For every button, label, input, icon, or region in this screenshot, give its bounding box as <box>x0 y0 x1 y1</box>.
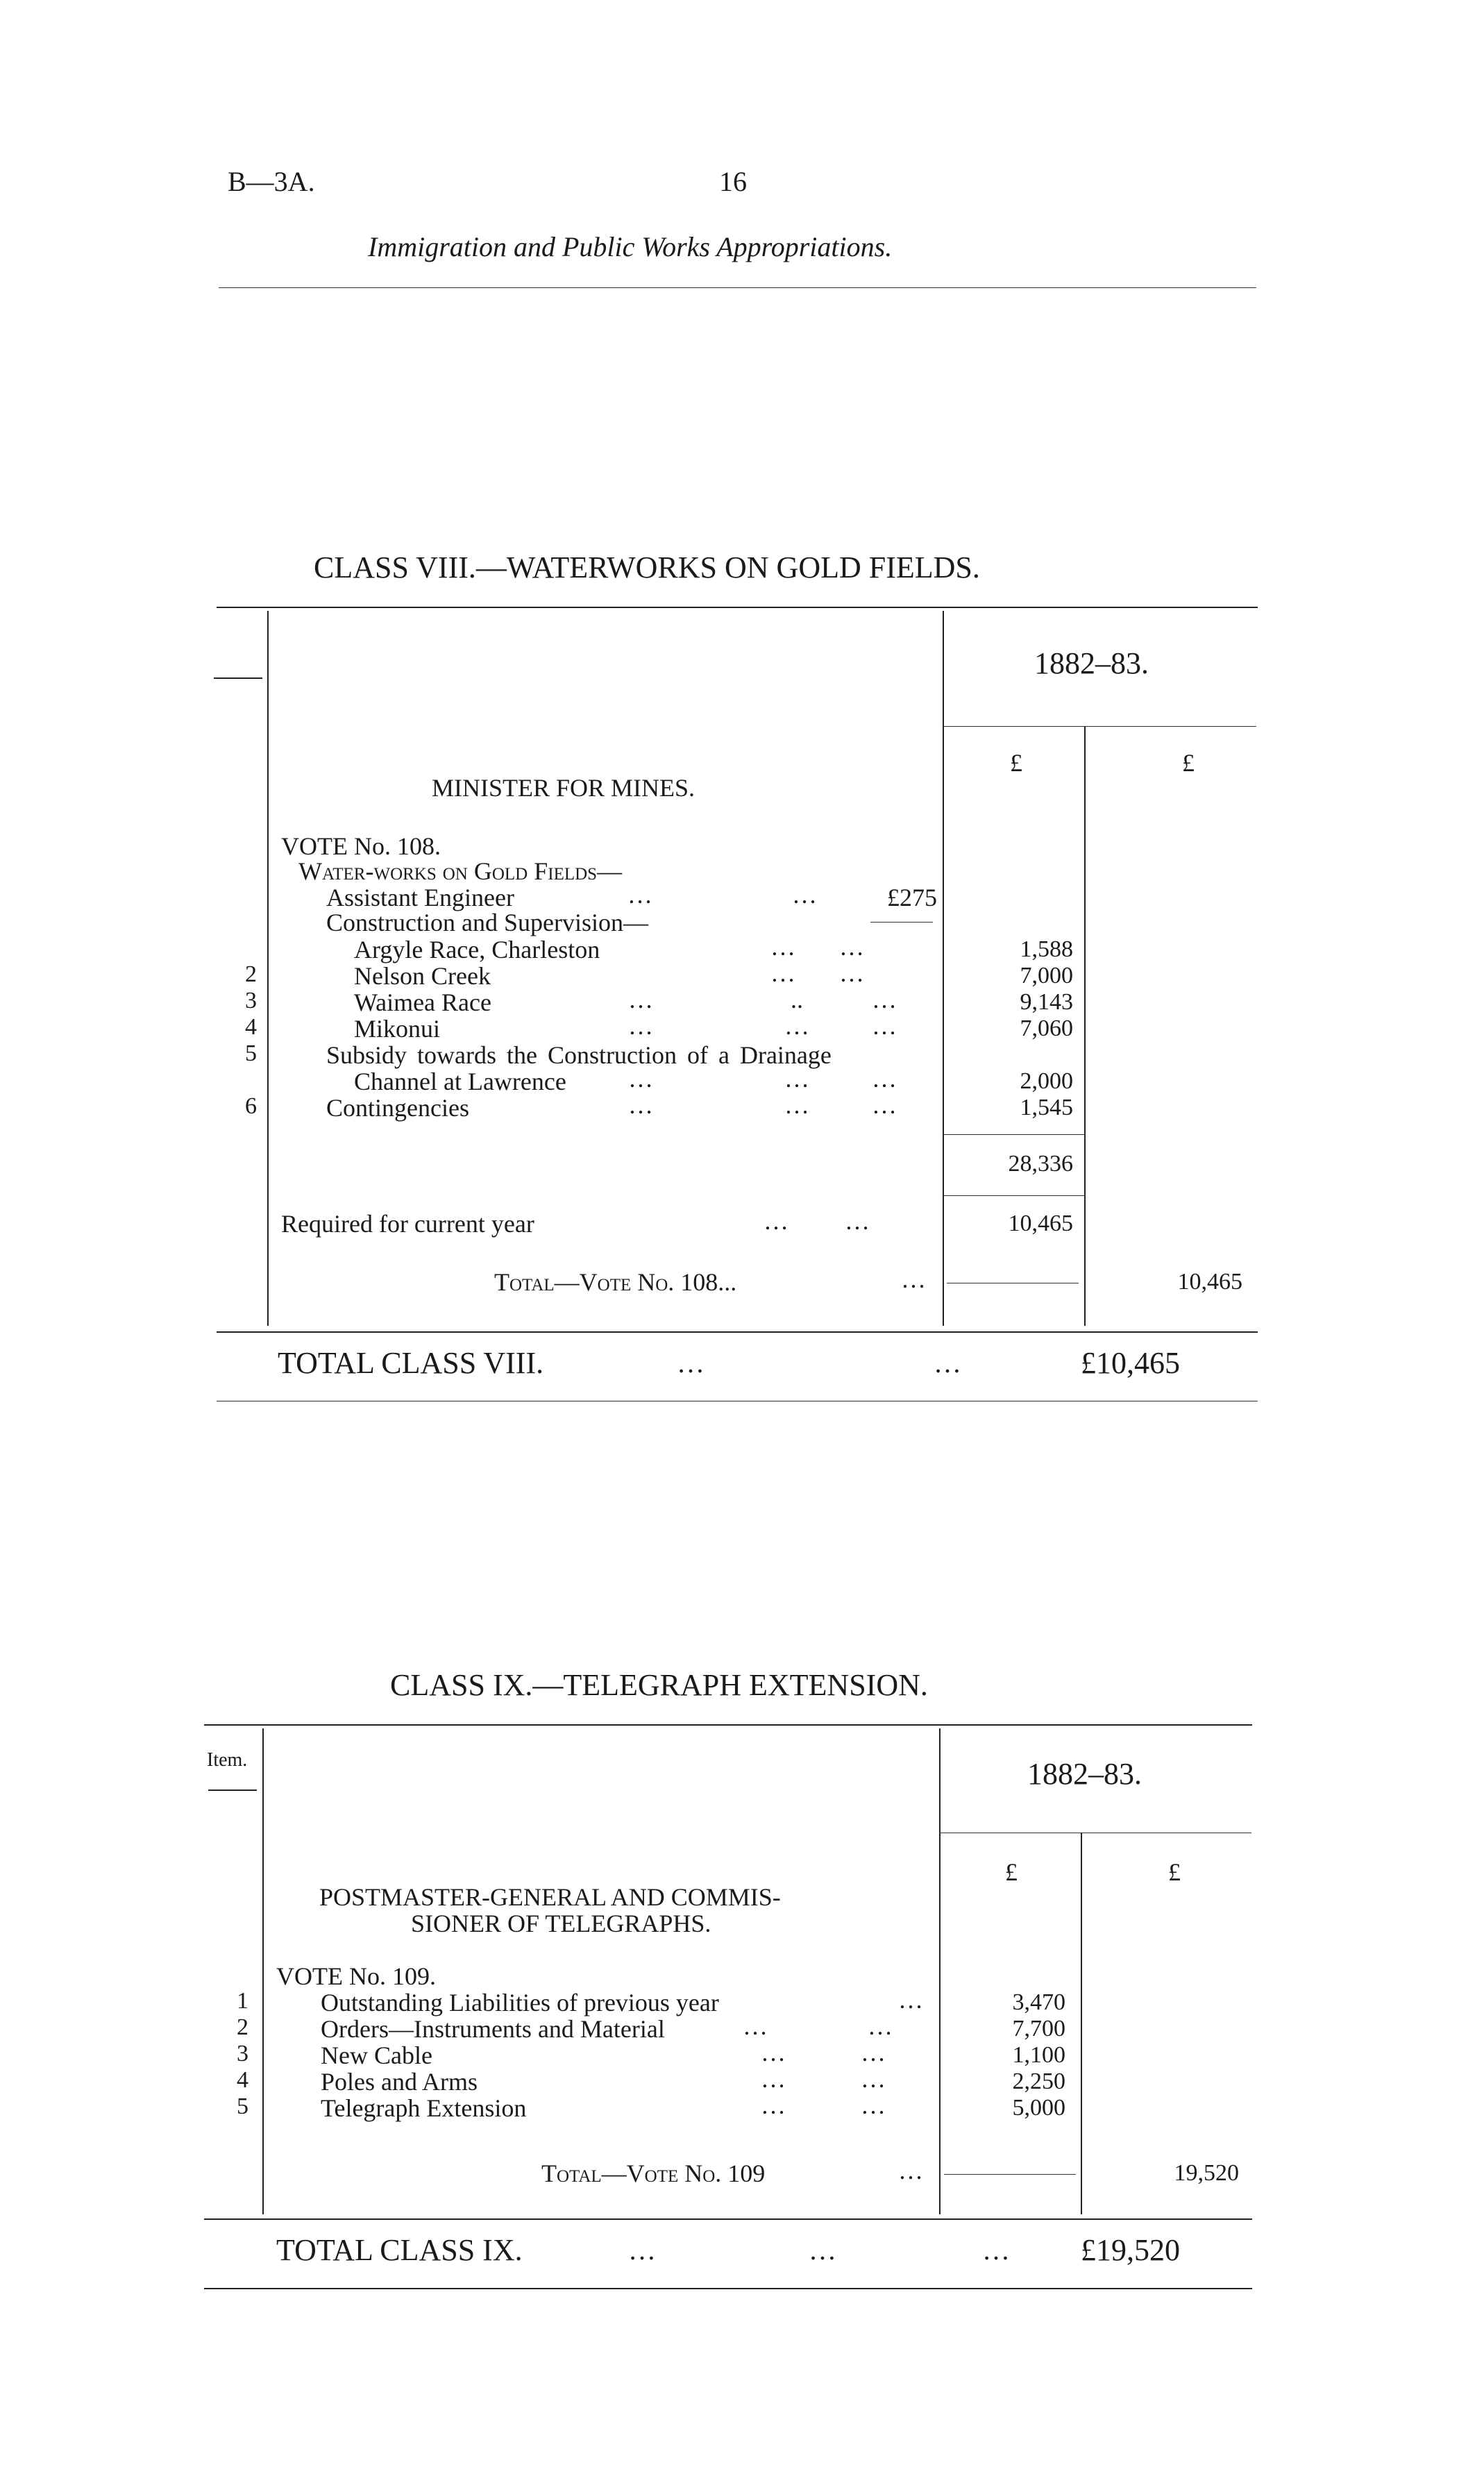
class8-class-total-amount: £10,465 <box>1081 1346 1180 1380</box>
class8-class-total-label: TOTAL CLASS VIII. <box>278 1346 544 1380</box>
class9-item-amount: 1,100 <box>1012 2042 1065 2068</box>
class9-vote-number: VOTE No. 109. <box>276 1962 436 1990</box>
page-number: 16 <box>719 166 747 197</box>
class9-item-leaders: … … <box>761 2065 886 2093</box>
class9-item-header: Item. <box>207 1749 248 1771</box>
class9-divider-item <box>262 1728 264 2214</box>
class8-subhead: Water-works on Gold Fields— <box>298 857 623 885</box>
class9-item-label: Outstanding Liabilities of previous year <box>321 1989 719 2016</box>
class8-required-amount: 10,465 <box>1008 1211 1073 1236</box>
class8-item-label: Waimea Race <box>354 988 491 1016</box>
class8-class-total-leaders: … … <box>677 1347 961 1379</box>
class8-construction-label: Construction and Supervision— <box>326 909 648 936</box>
class8-item-amount: 2,000 <box>1020 1068 1073 1094</box>
class8-item-label: Nelson Creek <box>354 962 491 990</box>
class8-item-amount: 1,588 <box>1020 936 1073 962</box>
class8-assistant-engineer-label: Assistant Engineer <box>326 884 514 911</box>
class9-class-total-label: TOTAL CLASS IX. <box>276 2233 523 2267</box>
class9-minister-heading-line2: SIONER OF TELEGRAPHS. <box>411 1910 711 1937</box>
class8-item-leaders: … … … <box>628 1065 897 1093</box>
class8-item-amount: 7,000 <box>1020 963 1073 988</box>
class9-total-vote-leaders: … <box>898 2157 923 2184</box>
class8-subtotal-amount: 28,336 <box>1008 1151 1073 1177</box>
class8-item-leaders: … … … <box>628 1012 897 1040</box>
class8-currency-col2: £ <box>1182 749 1195 777</box>
class8-asst-underline <box>870 922 933 923</box>
class9-class-total-amount: £19,520 <box>1081 2233 1180 2267</box>
class8-item-leaders: … … <box>770 933 864 961</box>
class8-leaders: … … <box>627 881 821 909</box>
class8-item-leaders: … … … <box>628 1091 897 1119</box>
class8-currency-col1: £ <box>1010 749 1022 777</box>
class9-item-label: Orders—Instruments and Material <box>321 2015 665 2043</box>
class9-item-number: 2 <box>237 2014 248 2040</box>
class9-minister-heading-line1: POSTMASTER-GENERAL AND COMMIS- <box>319 1883 781 1911</box>
class9-item-amount: 2,250 <box>1012 2069 1065 2094</box>
class9-total-vote-rule <box>944 2174 1076 2175</box>
class9-class-total-leaders: … … … <box>628 2234 1010 2266</box>
class9-total-vote-amount: 19,520 <box>1174 2160 1239 2186</box>
header-rule <box>219 287 1256 288</box>
class9-item-amount: 7,700 <box>1012 2016 1065 2041</box>
class8-subtotal-rule <box>943 1134 1084 1135</box>
class8-divider-col2 <box>1084 726 1086 1326</box>
class9-bottom-rule <box>204 2218 1252 2220</box>
class8-required-label: Required for current year <box>281 1210 534 1238</box>
class9-table-top-rule <box>204 1724 1252 1726</box>
class8-year-header: 1882–83. <box>1034 646 1149 680</box>
class8-item-label: Contingencies <box>326 1094 469 1122</box>
class8-item-amount: 1,545 <box>1020 1095 1073 1120</box>
class9-item-leaders: … … <box>761 2091 886 2119</box>
class8-assistant-engineer-amount: £275 <box>887 884 937 911</box>
class9-item-leaders: … … <box>761 2039 886 2066</box>
class9-item-number: 4 <box>237 2067 248 2093</box>
running-title: Immigration and Public Works Appropriations. <box>368 231 893 262</box>
class9-currency-col2: £ <box>1168 1858 1181 1886</box>
class9-divider-col2 <box>1081 1833 1082 2214</box>
class9-item-leaders: … <box>898 1986 923 2014</box>
class8-minister-heading: MINISTER FOR MINES. <box>432 774 695 802</box>
class9-item-label: Telegraph Extension <box>321 2094 527 2122</box>
class8-total-vote-leaders: … <box>901 1265 926 1293</box>
class9-item-label: Poles and Arms <box>321 2068 478 2096</box>
class9-item-number: 1 <box>237 1988 248 2014</box>
class8-item-label: Subsidy towards the Construction of a Drainage <box>326 1041 832 1069</box>
class8-total-vote-label: Total—Vote No. 108... <box>494 1268 737 1296</box>
class8-vote-number: VOTE No. 108. <box>281 832 441 860</box>
class8-item-leaders: … … <box>770 959 864 987</box>
class9-item-leaders: … … <box>743 2012 893 2040</box>
class9-item-amount: 3,470 <box>1012 1989 1065 2015</box>
class8-table-top-rule <box>217 607 1258 608</box>
class8-title: CLASS VIII.—WATERWORKS ON GOLD FIELDS. <box>314 550 980 584</box>
class8-item-number: 6 <box>245 1093 257 1119</box>
class8-item-amount: 7,060 <box>1020 1016 1073 1041</box>
class8-item-label: Channel at Lawrence <box>354 1068 566 1095</box>
class8-item-number: 3 <box>245 988 257 1013</box>
class8-divider-item <box>267 611 269 1326</box>
class8-item-number: 4 <box>245 1014 257 1040</box>
class9-year-header: 1882–83. <box>1027 1757 1142 1791</box>
class8-item-label: Argyle Race, Charleston <box>354 936 600 963</box>
class8-bottom-rule <box>217 1331 1258 1333</box>
class9-class-total-rule <box>204 2288 1252 2289</box>
class8-item-dash <box>214 677 262 679</box>
class8-item-label: Mikonui <box>354 1015 441 1043</box>
class8-required-rule <box>943 1195 1084 1196</box>
class9-item-number: 3 <box>237 2041 248 2066</box>
class8-item-leaders: … .. … <box>628 986 897 1013</box>
class9-total-vote-label: Total—Vote No. 109 <box>541 2159 766 2187</box>
class9-item-label: New Cable <box>321 2041 432 2069</box>
class8-item-number: 2 <box>245 961 257 987</box>
class8-item-number: 5 <box>245 1041 257 1066</box>
class9-title: CLASS IX.—TELEGRAPH EXTENSION. <box>390 1668 928 1702</box>
class8-total-vote-amount: 10,465 <box>1177 1269 1242 1295</box>
class9-item-header-rule <box>208 1789 257 1791</box>
class8-item-amount: 9,143 <box>1020 989 1073 1015</box>
class9-currency-col1: £ <box>1005 1858 1018 1886</box>
class8-required-leaders: … … <box>764 1207 870 1235</box>
class9-item-amount: 5,000 <box>1012 2095 1065 2121</box>
class9-item-number: 5 <box>237 2094 248 2119</box>
class8-year-rule <box>943 726 1256 727</box>
document-code: B—3A. <box>228 166 315 197</box>
class9-divider-amounts <box>939 1728 941 2214</box>
